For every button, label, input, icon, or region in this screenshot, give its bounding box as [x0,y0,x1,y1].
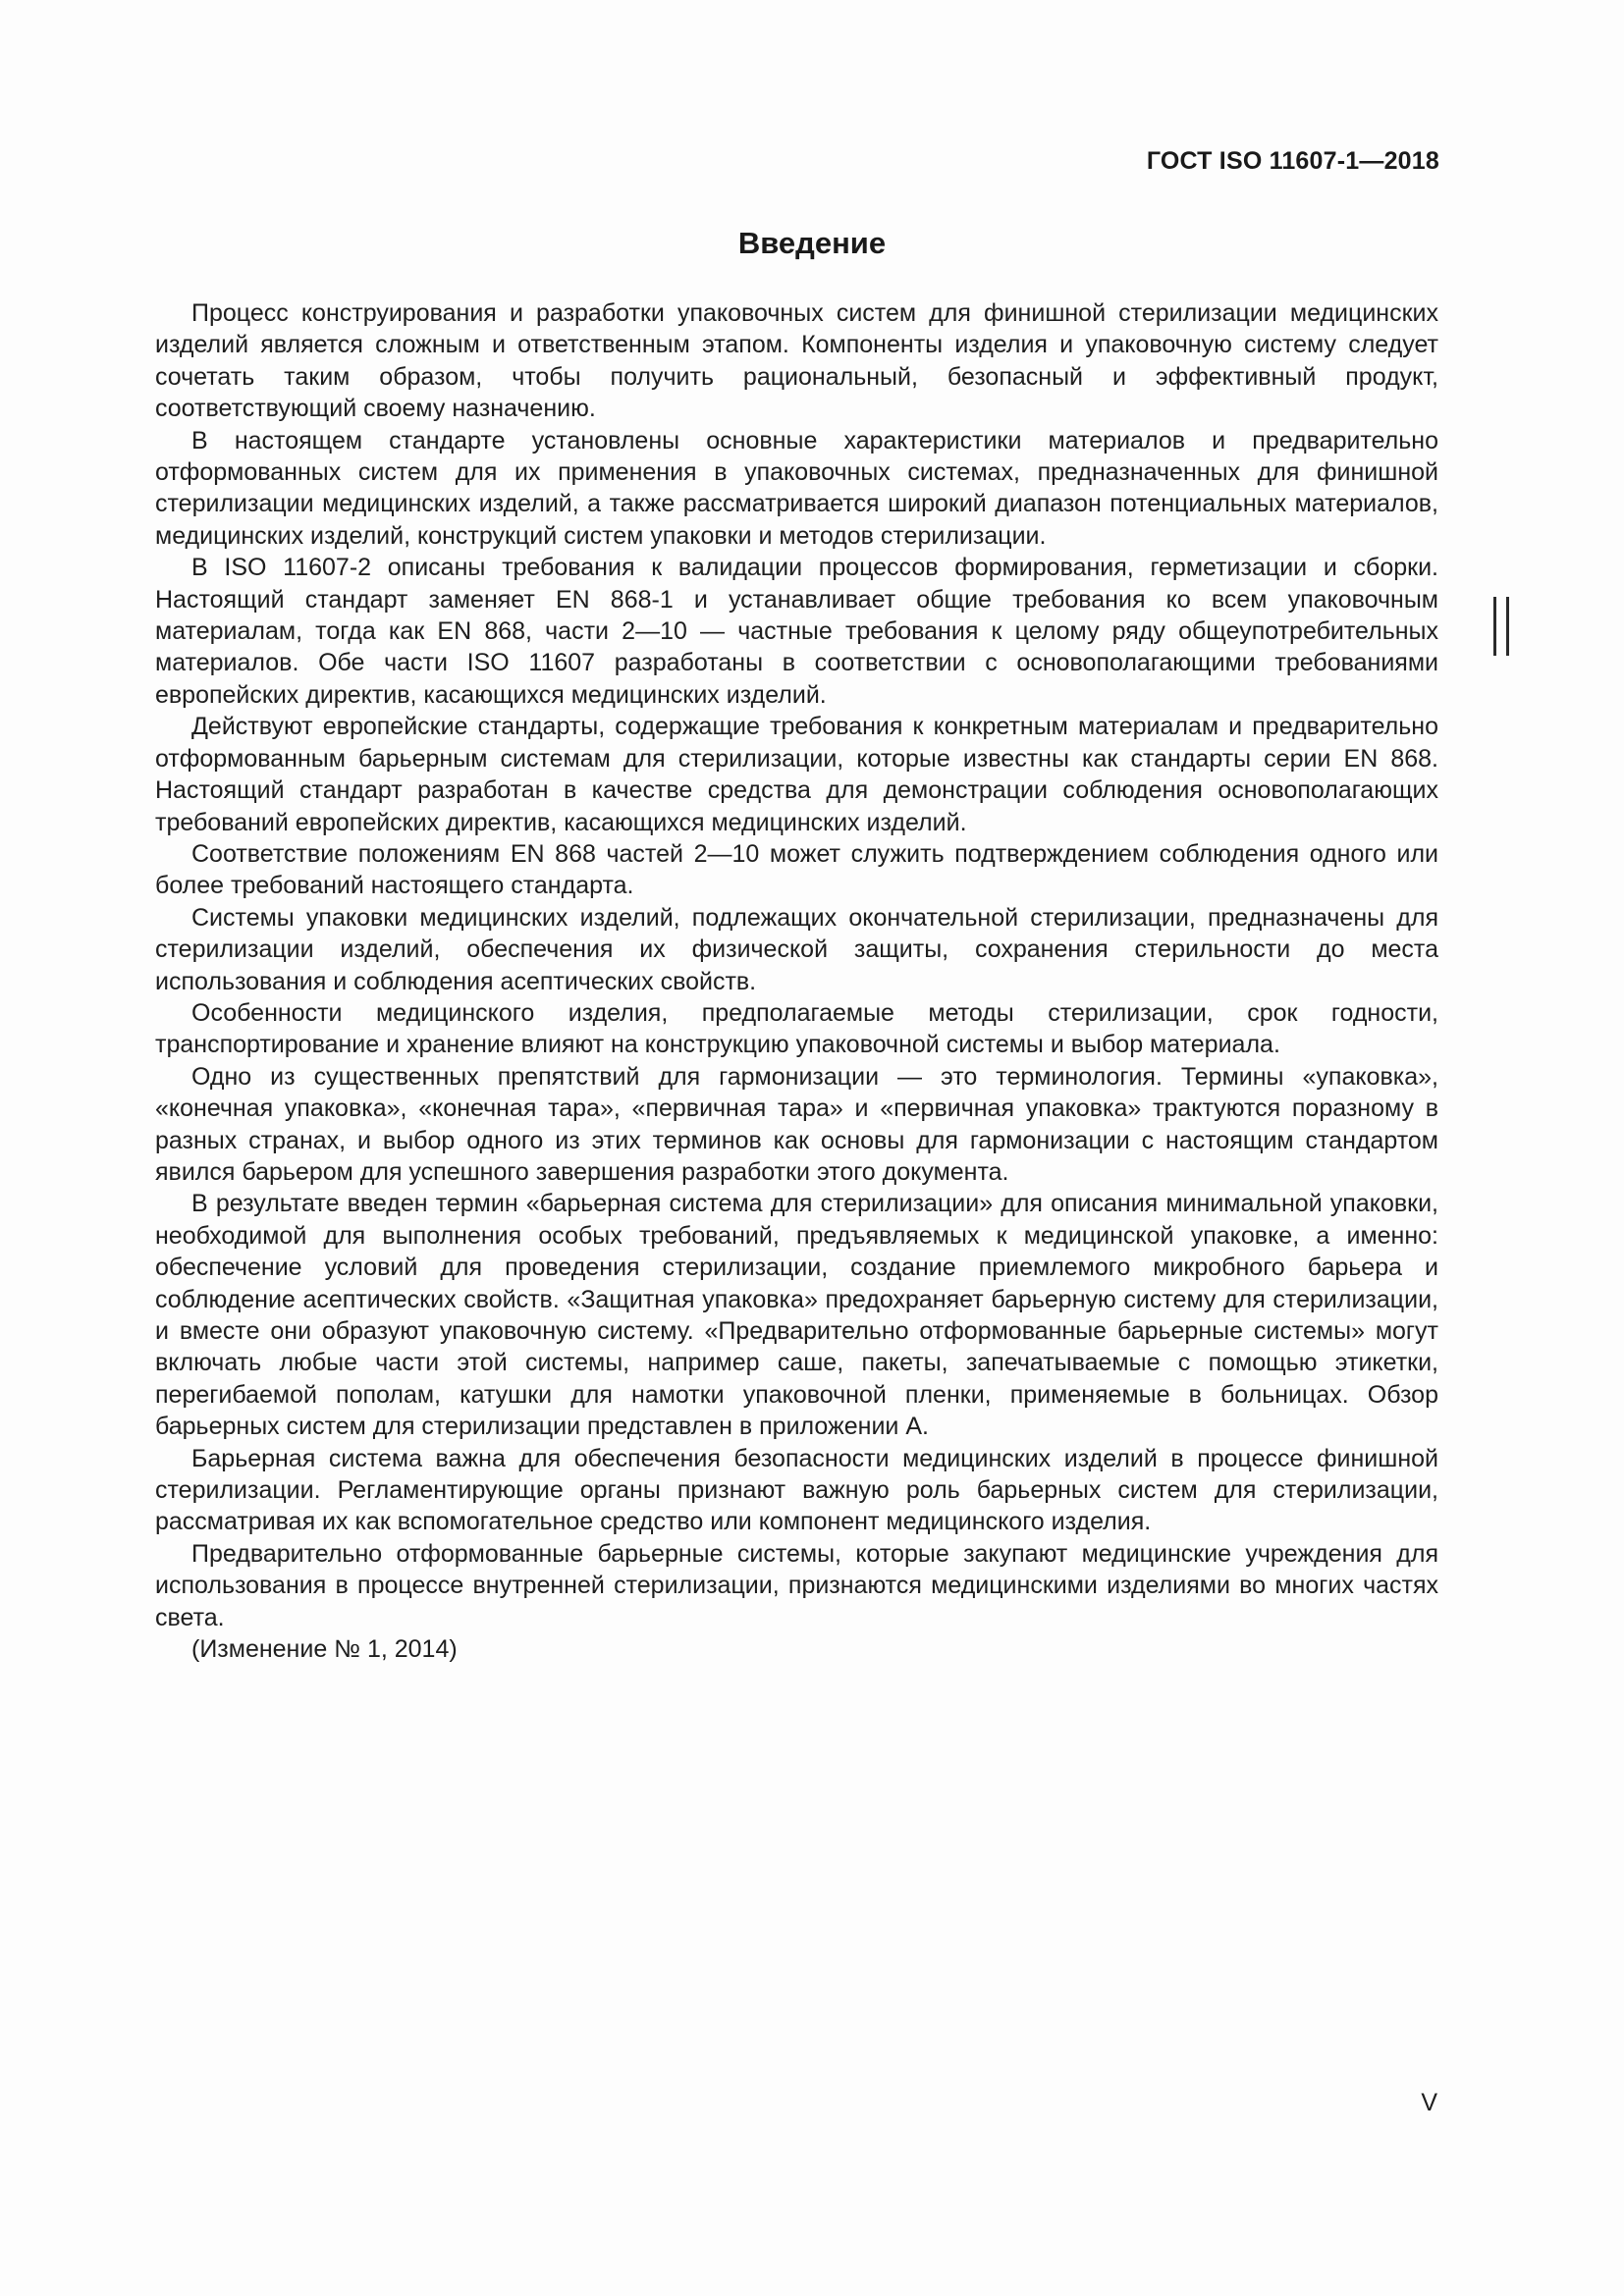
paragraph: Процесс конструирования и разработки упаковочных систем для финишной стерилизации медицинских изделий является сложным и ответственным этапом. Компоненты изделия и упаковочную систему следует сочетать таким образом, чтобы получить рациональный, безопасный и эффективный продукт, соответствующий своему назначению. [155,299,1438,423]
paragraph: Особенности медицинского изделия, предполагаемые методы стерилизации, срок годности, транспортирование и хранение влияют на конструкцию упаковочной системы и выбор материала. [155,998,1438,1059]
document-code-header: ГОСТ ISO 11607-1—2018 [1146,147,1439,175]
paragraph: Предварительно отформованные барьерные системы, которые закупают медицинские учреждения для использования в процессе внутренней стерилизации, признаются медицинскими изделиями во многих частях света. [155,1539,1438,1631]
change-marker [1493,597,1511,656]
paragraph: Действуют европейские стандарты, содержащие требования к конкретным материалам и предварительно отформованным барьерным системам для стерилизации, которые известны как стандарты серии EN 868. Настоящий стандарт разработан в качестве средства для демонстрации соблюдения основополагающих требований европейских директив, касающихся медицинских изделий. [155,713,1438,836]
paragraph: Одно из существенных препятствий для гармонизации — это терминология. Термины «упаковка», «конечная упаковка», «конечная тара», «первичная тара» и «первичная упаковка» трактуются поразному в разных странах, и выбор одного из этих терминов как основы для гармонизации с настоящим стандартом явился барьером для успешного завершения разработки этого документа. [155,1062,1438,1186]
page-number: V [1421,2089,1437,2116]
paragraph: Барьерная система важна для обеспечения безопасности медицинских изделий в процессе финишной стерилизации. Регламентирующие органы признают важную роль барьерных систем для стерилизации, рассматривая их как вспомогательное средство или компонент медицинского изделия. [155,1444,1438,1536]
paragraph: Соответствие положениям EN 868 частей 2—10 может служить подтверждением соблюдения одного или более требований настоящего стандарта. [155,839,1438,900]
change-bar [1506,597,1509,656]
change-bar [1493,597,1496,656]
paragraph: В результате введен термин «барьерная система для стерилизации» для описания минимальной упаковки, необходимой для выполнения особых требований, предъявляемых к медицинской упаковке, а именно: обеспечение условий для проведения стерилизации, создание приемлемого микробного барьера и соблюдение асептических свойств. «Защитная упаковка» предохраняет барьерную систему для стерилизации, и вместе они образуют упаковочную систему. «Предварительно отформованные барьерные системы» могут включать любые части этой системы, например саше, пакеты, запечатываемые с помощью этикетки, перегибаемой пополам, катушки для намотки упаковочной пленки, применяемые в больницах. Обзор барьерных систем для стерилизации представлен в приложении А. [155,1190,1438,1441]
paragraph: В ISO 11607-2 описаны требования к валидации процессов формирования, герметизации и сборки. Настоящий стандарт заменяет EN 868-1 и устанавливает общие требования ко всем упаковочным материалам, тогда как EN 868, части 2—10 — частные требования к целому ряду общеупотребительных материалов. Обе части ISO 11607 разработаны в соответствии с основополагающими требованиями европейских директив, касающихся медицинских изделий. [155,554,1438,709]
paragraph: Системы упаковки медицинских изделий, подлежащих окончательной стерилизации, предназначены для стерилизации изделий, обеспечения их физической защиты, сохранения стерильности до места использования и соблюдения асептических свойств. [155,903,1438,995]
amendment-note: (Изменение № 1, 2014) [191,1635,458,1664]
section-title: Введение [737,226,887,260]
paragraph: В настоящем стандарте установлены основные характеристики материалов и предварительно отформованных систем для их применения в упаковочных системах, предназначенных для финишной стерилизации медицинских изделий, а также рассматривается широкий диапазон потенциальных материалов, медицинских изделий, конструкций систем упаковки и методов стерилизации. [155,426,1438,550]
body-text [155,297,1438,1665]
